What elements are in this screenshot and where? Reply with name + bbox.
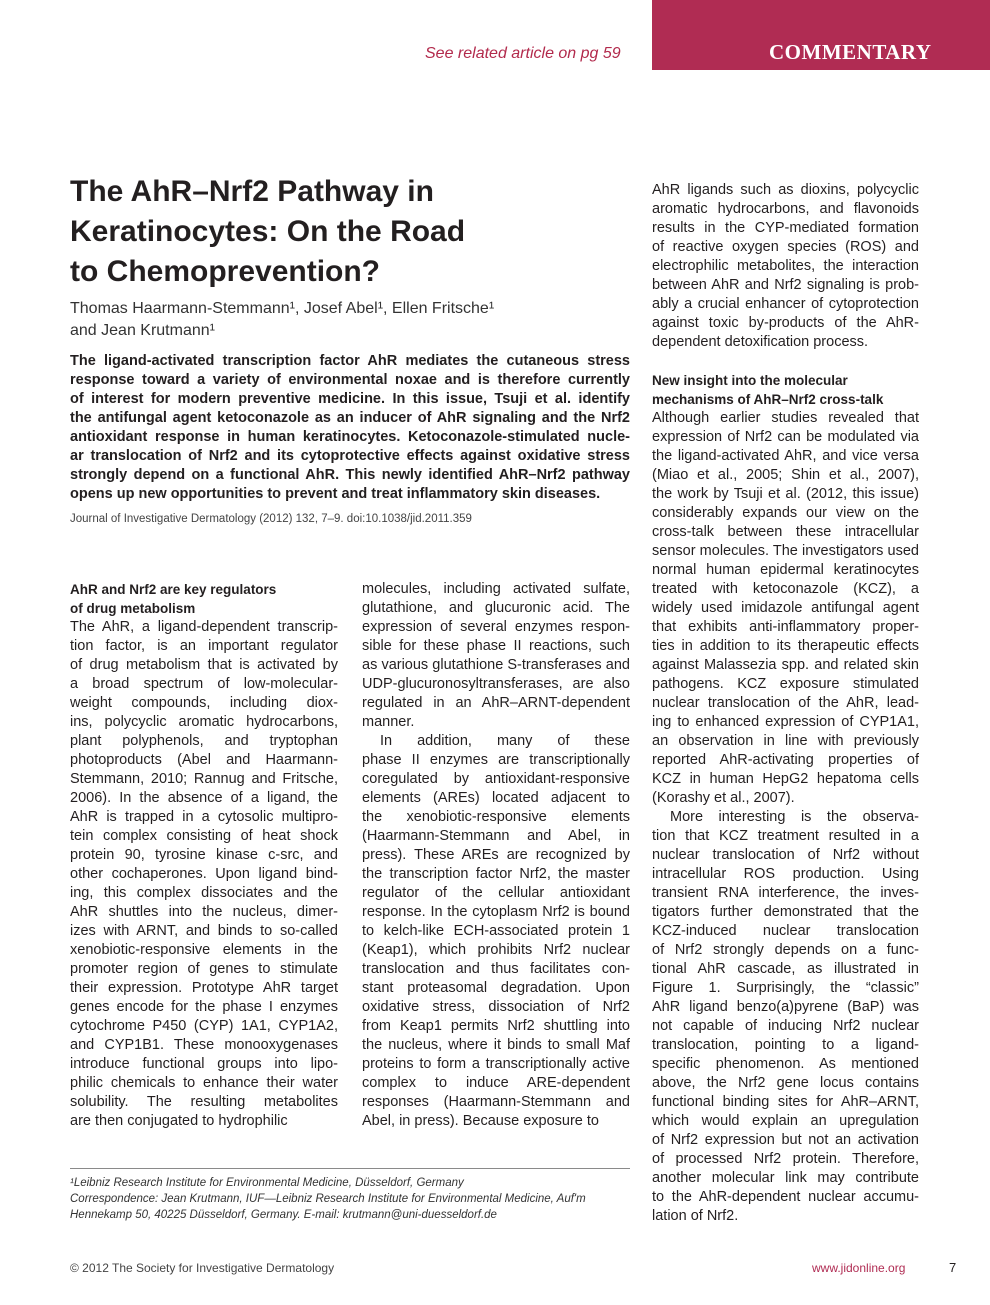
- body-text-line: other cochaperones. Upon ligand bind-: [70, 866, 338, 882]
- body-text-line: against toxic by-products of the AhR-: [652, 315, 919, 331]
- body-text-line: manner.: [362, 714, 415, 730]
- section-heading-line: of drug metabolism: [70, 601, 196, 616]
- body-text-line: protein 90, tyrosine kinase c-src, and: [70, 847, 338, 863]
- title-line: The AhR–Nrf2 Pathway in: [70, 175, 434, 208]
- body-text-line: considerably expands our view on the: [652, 505, 919, 521]
- abstract-line: antioxidant response in human keratinocytes. Ketoconazole-stimulated nucle-: [70, 429, 630, 445]
- body-text-line: and CYP1B1. These monooxygenases: [70, 1037, 338, 1053]
- correspondence-address: Hennekamp 50, 40225 Düsseldorf, Germany. E-mail: krutmann@uni-duesseldorf.de: [70, 1209, 497, 1221]
- body-text-line: Although earlier studies revealed that: [652, 410, 919, 426]
- correspondence-footnote: Correspondence: Jean Krutmann, IUF—Leibniz Research Institute for Environmental Medicine, Auf'm: [70, 1193, 586, 1205]
- body-text-line: not capable of inducing Nrf2 nuclear: [652, 1018, 919, 1034]
- body-text-line: widely used imidazole antifungal agent: [652, 600, 919, 616]
- abstract-line: ar translocation of Nrf2 and its cytoprotective effects against oxidative stress: [70, 448, 630, 464]
- body-column-2: [362, 580, 630, 1131]
- body-text-line: (Keap1), which prohibits Nrf2 nuclear: [362, 942, 630, 958]
- body-text-line: cross-talk between these intracellular: [652, 524, 919, 540]
- title-line: Keratinocytes: On the Road: [70, 215, 466, 248]
- body-text-line: another molecular link may contribute: [652, 1170, 919, 1186]
- body-text-line: stant proteasomal degradation. Upon: [362, 980, 630, 996]
- body-text-line: In addition, many of these: [380, 733, 630, 749]
- body-text-line: specific phenomenon. As mentioned: [652, 1056, 919, 1072]
- body-text-line: UDP-glucuronosyltransferases, are also: [362, 676, 630, 692]
- body-text-line: More interesting is the observa-: [670, 809, 919, 825]
- body-text-line: the xenobiotic-responsive elements: [362, 809, 630, 825]
- body-column-1: [70, 580, 338, 1131]
- section-heading-line: AhR and Nrf2 are key regulators: [70, 582, 277, 597]
- body-text-line: to the AhR-dependent nuclear accumu-: [652, 1189, 919, 1205]
- affiliation-footnote: ¹Leibniz Research Institute for Environmental Medicine, Düsseldorf, Germany: [70, 1177, 464, 1189]
- copyright-notice: © 2012 The Society for Investigative Dermatology: [70, 1261, 335, 1275]
- body-text-line: against Malassezia spp. and related skin: [652, 657, 919, 673]
- body-text-line: press). These AREs are recognized by: [362, 847, 630, 863]
- body-text-line: which would explain an upregulation: [652, 1113, 919, 1129]
- author-list: [70, 298, 630, 342]
- body-text-line: pathogens. KCZ exposure stimulated: [652, 676, 919, 692]
- section-label: COMMENTARY: [769, 40, 932, 64]
- body-text-line: normal human epidermal keratinocytes: [652, 562, 919, 578]
- body-text-line: elements (AREs) located adjacent to: [362, 790, 630, 806]
- body-text-line: complex to induce ARE-dependent: [362, 1075, 630, 1091]
- body-text-line: the transcription factor Nrf2, the master: [362, 866, 630, 882]
- body-text-line: of reactive oxygen species (ROS) and: [652, 239, 919, 255]
- body-text-line: nuclear translocation of Nrf2 without: [652, 847, 919, 863]
- body-text-line: of Nrf2 expression but not an activation: [652, 1132, 919, 1148]
- body-text-line: 2006). In the absence of a ligand, the: [70, 790, 338, 806]
- body-text-line: AhR shuttles into the nucleus, dimer-: [70, 904, 338, 920]
- body-text-line: to kelch-like ECH-associated protein 1: [362, 923, 630, 939]
- body-text-line: oxidative stress, dissociation of Nrf2: [362, 999, 630, 1015]
- body-text-line: promoter region of genes to stimulate: [70, 961, 338, 977]
- footnote-divider: [70, 1168, 630, 1169]
- body-text-line: intracellular ROS production. Using: [652, 866, 919, 882]
- paragraph-gap: [652, 352, 919, 371]
- body-text-line: KCZ-induced nuclear translocation: [652, 923, 919, 939]
- body-text-line: expression of Nrf2 can be modulated via: [652, 429, 919, 445]
- body-text-line: electrophilic metabolites, the interaction: [652, 258, 919, 274]
- body-text-line: weight compounds, including diox-: [70, 695, 338, 711]
- footnotes: [70, 1175, 630, 1223]
- body-text-line: regulator of the cellular antioxidant: [362, 885, 630, 901]
- body-text-line: that exhibits anti-inflammatory proper-: [652, 619, 919, 635]
- body-text-line: tigators further demonstrated that the: [652, 904, 919, 920]
- body-text-line: response. In the cytoplasm Nrf2 is bound: [362, 904, 630, 920]
- body-text-line: aromatic hydrocarbons, and flavonoids: [652, 201, 919, 217]
- body-text-line: Stemmann, 2010; Rannug and Fritsche,: [70, 771, 338, 787]
- body-text-line: of drug metabolism that is activated by: [70, 657, 338, 673]
- body-text-line: results in the CYP-mediated formation: [652, 220, 919, 236]
- body-text-line: AhR is trapped in a cytosolic multipro-: [70, 809, 338, 825]
- section-heading-line: New insight into the molecular: [652, 373, 848, 388]
- abstract-line: strongly depend on a functional AhR. This newly identified AhR–Nrf2 pathway: [70, 467, 630, 483]
- body-text-line: Figure 1. Surprisingly, the “classic”: [652, 980, 919, 996]
- body-text-line: photoproducts (Abel and Haarmann-: [70, 752, 338, 768]
- related-article-link[interactable]: See related article on pg 59: [425, 45, 621, 62]
- body-text-line: cytochrome P450 (CYP) 1A1, CYP1A2,: [70, 1018, 338, 1034]
- body-text-line: genes encode for the phase I enzymes: [70, 999, 338, 1015]
- body-text-line: the work by Tsuji et al. (2012, this issue): [652, 486, 919, 502]
- body-text-line: their expression. Prototype AhR target: [70, 980, 338, 996]
- journal-citation: Journal of Investigative Dermatology (2012) 132, 7–9. doi:10.1038/jid.2011.359: [70, 513, 472, 525]
- article-title: [70, 172, 610, 292]
- body-text-line: of Nrf2 strongly depends on a func-: [652, 942, 919, 958]
- body-text-line: sensor molecules. The investigators used: [652, 543, 919, 559]
- abstract-line: opens up new opportunities to prevent and treat inflammatory skin diseases.: [70, 486, 601, 502]
- body-text-line: glutathione, and glucuronic acid. The: [362, 600, 630, 616]
- body-text-line: KCZ in human HepG2 hepatoma cells: [652, 771, 919, 787]
- body-text-line: (Haarmann-Stemmann and Abel, in: [362, 828, 630, 844]
- body-text-line: transient RNA interference, the inves-: [652, 885, 919, 901]
- body-text-line: ins, polycyclic aromatic hydrocarbons,: [70, 714, 338, 730]
- body-text-line: tion factor, is an important regulator: [70, 638, 338, 654]
- body-text-line: AhR ligands such as dioxins, polycyclic: [652, 182, 919, 198]
- body-text-line: (Miao et al., 2005; Shin et al., 2007),: [652, 467, 919, 483]
- abstract: [70, 352, 630, 504]
- body-text-line: solubility. The resulting metabolites: [70, 1094, 338, 1110]
- body-text-line: the nucleus, where it binds to small Maf: [362, 1037, 630, 1053]
- body-text-line: treated with ketoconazole (KCZ), a: [652, 581, 919, 597]
- body-text-line: tein complex consisting of heat shock: [70, 828, 338, 844]
- title-line: to Chemoprevention?: [70, 255, 381, 288]
- abstract-line: response toward a variety of environmental noxae and is therefore currently: [70, 372, 630, 388]
- body-text-line: above, the Nrf2 gene locus contains: [652, 1075, 919, 1091]
- page-number: 7: [949, 1260, 957, 1275]
- abstract-line: The ligand-activated transcription factor AhR mediates the cutaneous stress: [70, 353, 630, 369]
- body-text-line: tion that KCZ treatment resulted in a: [652, 828, 919, 844]
- body-text-line: an observation in line with previously: [652, 733, 919, 749]
- abstract-line: of interest for modern preventive medicine. In this issue, Tsuji et al. identify: [70, 391, 630, 407]
- body-text-line: are then conjugated to hydrophilic: [70, 1113, 288, 1129]
- body-text-line: from Keap1 permits Nrf2 shuttling into: [362, 1018, 630, 1034]
- body-text-line: phase II enzymes are transcriptionally: [362, 752, 630, 768]
- author-line: Thomas Haarmann-Stemmann¹, Josef Abel¹, Ellen Fritsche¹: [70, 300, 495, 317]
- abstract-line: the antifungal agent ketoconazole as an inducer of AhR signaling and the Nrf2: [70, 410, 630, 426]
- body-text-line: introduce functional groups into lipo-: [70, 1056, 338, 1072]
- body-text-line: the ligand-activated AhR, and vice versa: [652, 448, 919, 464]
- body-text-line: plant polyphenols, and tryptophan: [70, 733, 338, 749]
- body-text-line: (Korashy et al., 2007).: [652, 790, 795, 806]
- body-text-line: molecules, including activated sulfate,: [362, 581, 630, 597]
- body-text-line: nuclear translocation of the AhR, lead-: [652, 695, 919, 711]
- body-text-line: expression of several enzymes respon-: [362, 619, 630, 635]
- body-text-line: between AhR and Nrf2 signaling is prob-: [652, 277, 919, 293]
- body-text-line: xenobiotic-responsive elements in the: [70, 942, 338, 958]
- body-column-3: [652, 181, 919, 1226]
- body-text-line: sible for these phase II reactions, such: [362, 638, 630, 654]
- body-text-line: proteins to form a transcriptionally active: [362, 1056, 630, 1072]
- body-text-line: functional binding sites for AhR–ARNT,: [652, 1094, 919, 1110]
- body-text-line: tional AhR cascade, as illustrated in: [652, 961, 919, 977]
- journal-url-link[interactable]: www.jidonline.org: [812, 1261, 906, 1275]
- section-heading-line: mechanisms of AhR–Nrf2 cross-talk: [652, 392, 884, 407]
- body-text-line: lation of Nrf2.: [652, 1208, 739, 1224]
- body-text-line: ties in addition to its therapeutic effects: [652, 638, 919, 654]
- body-text-line: translocation, pointing to a ligand-: [652, 1037, 919, 1053]
- body-text-line: a broad spectrum of low-molecular-: [70, 676, 338, 692]
- body-text-line: regulated in an AhR–ARNT-dependent: [362, 695, 630, 711]
- body-text-line: Abel, in press). Because exposure to: [362, 1113, 599, 1129]
- body-text-line: reported AhR-activating properties of: [652, 752, 919, 768]
- body-text-line: philic chemicals to enhance their water: [70, 1075, 338, 1091]
- body-text-line: of processed Nrf2 protein. Therefore,: [652, 1151, 919, 1167]
- body-text-line: ing to enhanced expression of CYP1A1,: [652, 714, 919, 730]
- body-text-line: ably a crucial enhancer of cytoprotection: [652, 296, 919, 312]
- body-text-line: as various glutathione S-transferases and: [362, 657, 630, 673]
- body-text-line: coregulated by antioxidant-responsive: [362, 771, 630, 787]
- body-text-line: ing, this complex dissociates and the: [70, 885, 338, 901]
- body-text-line: translocation and thus facilitates con-: [362, 961, 630, 977]
- author-line: and Jean Krutmann¹: [70, 322, 215, 339]
- body-text-line: izes with ARNT, and binds to so-called: [70, 923, 338, 939]
- body-text-line: dependent detoxification process.: [652, 334, 869, 350]
- body-text-line: responses (Haarmann-Stemmann and: [362, 1094, 630, 1110]
- body-text-line: The AhR, a ligand-dependent transcrip-: [70, 619, 338, 635]
- body-text-line: AhR ligand benzo(a)pyrene (BaP) was: [652, 999, 919, 1015]
